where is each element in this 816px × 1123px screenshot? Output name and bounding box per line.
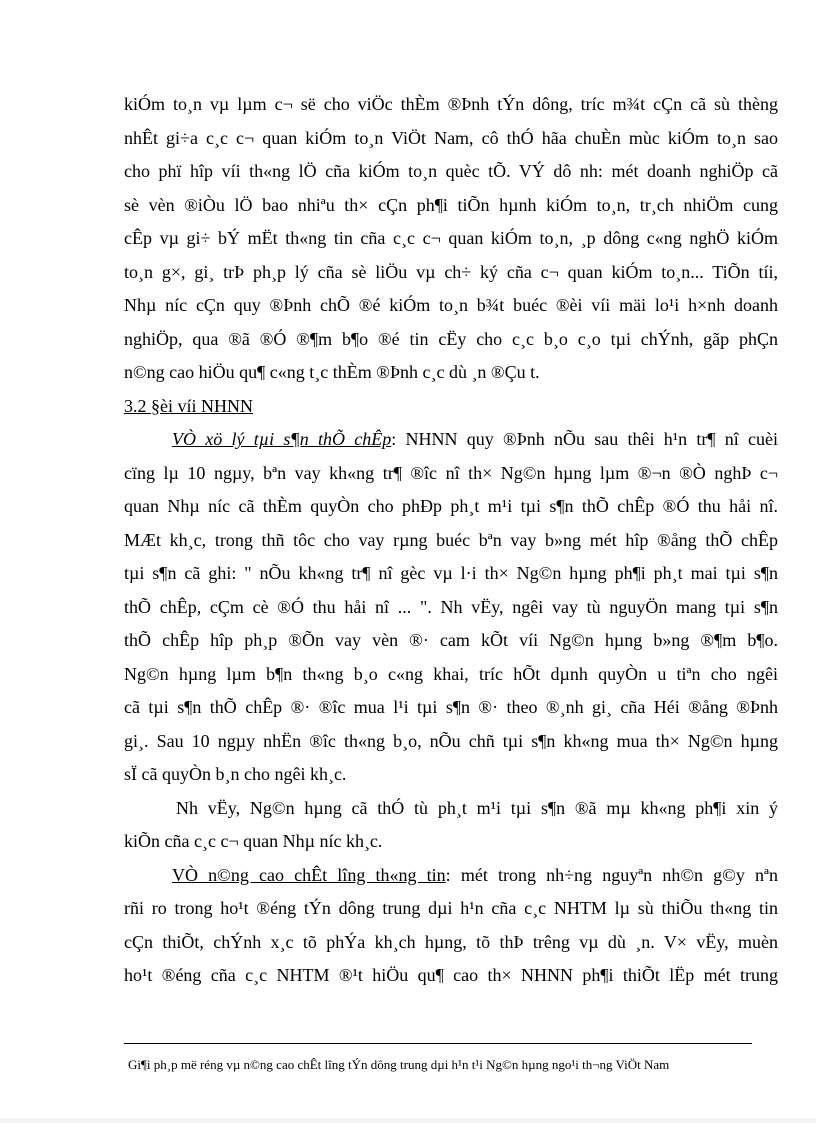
body-line: ho¹t ®éng cña c¸c NHTM ®¹t hiÖu qu¶ cao th× NHNN ph¶i thiÕt lËp mét trung [124,965,778,985]
body-line: kiÓm to¸n vµ lµm c¬ së cho viÖc thÈm ®Þnh tÝn dông, tríc m¾t cÇn cã sù thèng [124,94,778,114]
body-line: sè vèn ®iÒu lÖ bao nhiªu th× cÇn ph¶i tiÕn hµnh kiÓm to¸n, tr¸ch nhiÖm cung [124,194,778,215]
body-line: thÕ chÊp hîp ph¸p ®Õn vay vèn ®· cam kÕt víi Ng©n hµng b»ng ®¶m b¶o. [124,630,778,650]
page-bottom-edge [0,1118,816,1123]
body-line: Ng©n hµng lµm b¶n th«ng b¸o c«ng khai, tríc hÕt dµnh quyÒn u tiªn cho ngêi [124,663,778,684]
footer-divider [124,1043,752,1044]
topic-lead: VÒ n©ng cao chÊt lîng th«ng tin [172,864,446,885]
body-line: thÕ chÊp, cÇm cè ®Ó thu håi nî ... ". Nh vËy, ngêi vay tù nguyÖn mang tµi s¶n [124,596,778,617]
body-line-tail: : NHNN quy ®Þnh nÕu sau thêi h¹n tr¶ nî cuèi [391,429,778,449]
body-line: rñi ro trong ho¹t ®éng tÝn dông trung dµi h¹n cña c¸c NHTM lµ sù thiÕu th«ng tin [124,898,778,918]
body-line: nhÊt gi÷a c¸c c¬ quan kiÓm to¸n ViÖt Nam, cô thÓ hãa chuÈn mùc kiÓm to¸n sao [124,127,778,148]
body-line: sÏ cã quyÒn b¸n cho ngêi kh¸c. [124,764,347,784]
body-line: MÆt kh¸c, trong thñ tôc cho vay rµng buéc bªn vay b»ng mét hîp ®ång thÕ chÊp [124,529,778,550]
body-line: Nhµ níc cÇn quy ®Þnh chÕ ®é kiÓm to¸n b¾t buéc ®èi víi mäi lo¹i h×nh doanh [124,295,778,315]
body-line: to¸n g×, gi¸ trÞ ph¸p lý cña sè liÖu vµ ch÷ ký cña c¬ quan kiÓm to¸n... TiÕn tíi, [124,261,778,282]
body-line: cïng lµ 10 ngµy, bªn vay kh«ng tr¶ ®îc nî th× Ng©n hµng lµm ®¬n ®Ò nghÞ c¬ [124,462,778,483]
page-body [124,88,778,993]
section-heading: 3.2 §èi víi NHNN [124,395,253,416]
body-line: gi¸. Sau 10 ngµy nhËn ®îc th«ng b¸o, nÕu chñ tµi s¶n kh«ng mua th× Ng©n hµng [124,730,778,751]
body-line: Nh vËy, Ng©n hµng cã thÓ tù ph¸t m¹i tµi s¶n ®ã mµ kh«ng ph¶i xin ý [176,797,778,818]
body-line: quan Nhµ níc cã thÈm quyÒn cho phÐp ph¸t m¹i tµi s¶n thÕ chÊp ®Ó thu håi nî. [124,496,778,516]
body-line: cÊp vµ gi÷ bÝ mËt th«ng tin cña c¸c c¬ quan kiÓm to¸n, ¸p dông c«ng nghÖ kiÓm [124,228,778,248]
body-line: n©ng cao hiÖu qu¶ c«ng t¸c thÈm ®Þnh c¸c dù ¸n ®Çu t. [124,362,540,382]
page-footer: Gi¶i ph¸p më réng vµ n©ng cao chÊt lîng tÝn dông trung dµi h¹n t¹i Ng©n hµng ngo¹i th¬ng ViÖt Nam [128,1057,670,1072]
body-line: cã tµi s¶n thÕ chÊp ®· ®îc mua l¹i tµi s¶n ®· theo ®¸nh gi¸ cña Héi ®ång ®Þnh [124,697,778,717]
body-line: tµi s¶n cã ghi: " nÕu kh«ng tr¶ nî gèc vµ l·i th× Ng©n hµng ph¶i ph¸t mai tµi s¶n [124,563,778,583]
body-line [124,423,778,457]
body-line-tail: : mét trong nh÷ng nguyªn nh©n g©y nªn [445,864,778,885]
body-line: nghiÖp, qua ®ã ®Ó ®¶m b¶o ®é tin cËy cho c¸c b¸o c¸o tµi chÝnh, gãp phÇn [124,328,778,349]
body-line [124,859,778,893]
body-line: cÇn thiÕt, chÝnh x¸c tõ phÝa kh¸ch hµng, tõ thÞ trêng vµ dù ¸n. V× vËy, muèn [124,931,778,952]
body-line: cho phï hîp víi th«ng lÖ cña kiÓm to¸n quèc tÕ. VÝ dô nh: mét doanh nghiÖp cã [124,161,778,181]
body-line: kiÕn cña c¸c c¬ quan Nhµ níc kh¸c. [124,831,383,851]
topic-lead: VÒ xö lý tµi s¶n thÕ chÊp [172,429,392,449]
